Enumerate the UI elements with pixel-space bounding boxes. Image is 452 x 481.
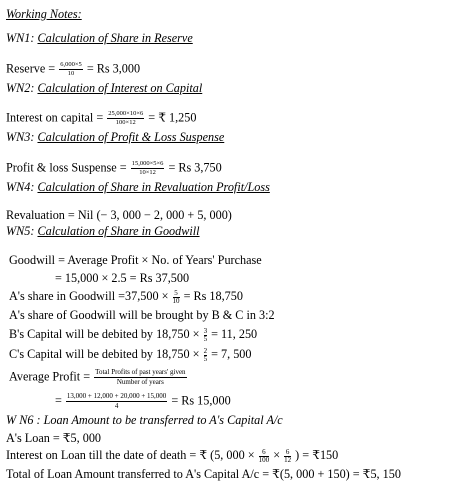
pl-lhs: Profit & loss Suspense = [6,160,127,175]
pl-numerator: 15,000×5×6 [131,160,164,167]
reserve-fraction [59,61,83,78]
a-share-rhs: = Rs 18,750 [183,289,243,303]
wn4-title: Calculation of Share in Revaluation Profit/Loss [37,180,270,194]
interest-numerator: 25,000×10×6 [108,110,144,117]
wn5-title: Calculation of Share in Goodwill [37,224,200,238]
average-profit-sum-fraction [66,392,167,411]
average-profit-lhs: Average Profit = [9,369,91,384]
wn6-label: W N6 : [6,413,41,427]
c-capital-rhs: = 7, 500 [211,347,252,361]
interest-rate-numerator: 6 [259,449,270,457]
b-capital-fraction [204,328,208,343]
interest-period-numerator: 6 [285,447,290,456]
wn2-label: WN2: [6,81,35,95]
b-capital-debit [9,327,257,343]
wn5-label: WN5: [6,224,35,238]
wn4-heading [6,180,270,194]
interest-on-loan-lhs: Interest on Loan till the date of death = ₹ (5, 000 × [6,448,255,462]
c-capital-debit [9,347,252,363]
wn4-label: WN4: [6,180,35,194]
interest-period-denominator: 12 [284,455,292,464]
interest-rhs: = ₹ 1,250 [148,110,197,125]
wn5-heading [6,224,200,238]
b-capital-numerator: 3 [203,326,208,335]
interest-period-fraction [284,449,291,464]
reserve-lhs: Reserve = [6,61,56,76]
goodwill-formula: Goodwill = Average Profit × No. of Years' Purchase [9,253,262,267]
wn6-title: Loan Amount to be transferred to A's Capital A/c [43,413,283,427]
wn1-heading [6,31,193,45]
pl-denominator: 10×12 [139,169,156,176]
pl-suspense-formula [6,160,222,177]
a-loan-line: A's Loan = ₹5, 000 [6,431,102,445]
b-capital-lhs: B's Capital will be debited by 18,750 × [9,327,200,341]
a-share-numerator: 5 [174,288,178,297]
wn3-heading [6,130,224,144]
wn1-title: Calculation of Share in Reserve [37,31,193,45]
c-capital-fraction [204,348,208,363]
interest-rate-denominator: 100 [258,455,270,464]
pl-rhs: = Rs 3,750 [168,160,222,175]
pl-fraction [131,160,165,177]
interest-lhs: Interest on capital = [6,110,104,125]
reserve-rhs: = Rs 3,000 [86,61,141,76]
a-share-fraction [173,290,180,305]
interest-times: × [273,448,281,462]
interest-fraction [107,110,144,127]
wn3-title: Calculation of Profit & Loss Suspense [37,130,225,144]
a-share-denominator: 10 [172,296,180,305]
average-profit-numerator: Total Profits of past years' given [95,368,186,376]
reserve-denominator: 10 [67,70,75,77]
average-profit-sum-denominator: 4 [114,402,119,410]
revaluation-line: Revaluation = Nil (− 3, 000 − 2, 000 + 5, 000) [6,208,232,222]
interest-on-loan-rhs: ) = ₹150 [295,448,339,462]
average-profit-fraction [94,368,186,387]
average-profit-eq: = [55,393,62,408]
a-share-goodwill [9,289,243,305]
reserve-numerator: 6,000×5 [60,61,82,68]
working-notes-heading: Working Notes: [6,7,82,21]
wn3-label: WN3: [6,130,35,144]
reserve-formula [6,61,140,78]
average-profit-formula [9,368,188,387]
a-share-lhs: A's share in Goodwill =37,500 × [9,289,169,303]
wn2-heading [6,81,202,95]
average-profit-rhs: = Rs 15,000 [171,393,231,408]
goodwill-value: = 15,000 × 2.5 = Rs 37,500 [55,271,190,285]
average-profit-calculation [55,392,231,411]
interest-denominator: 100×12 [115,119,136,126]
average-profit-denominator: Number of years [116,378,164,386]
wn1-label: WN1: [6,31,35,45]
b-capital-rhs: = 11, 250 [211,327,258,341]
interest-rate-fraction [259,449,270,464]
interest-formula [6,110,196,127]
average-profit-sum-numerator: 13,000 + 12,000 + 20,000 + 15,000 [66,392,167,400]
goodwill-brought-line: A's share of Goodwill will be brought by B & C in 3:2 [9,308,275,322]
c-capital-numerator: 2 [203,346,208,355]
b-capital-denominator: 5 [203,334,208,343]
c-capital-lhs: C's Capital will be debited by 18,750 × [9,347,200,361]
total-loan-transferred-line: Total of Loan Amount transferred to A's Capital A/c = ₹(5, 000 + 150) = ₹5, 150 [6,467,401,481]
wn2-title: Calculation of Interest on Capital [37,81,203,95]
interest-on-loan-line [6,448,338,464]
c-capital-denominator: 5 [203,354,208,363]
wn6-heading [6,413,283,427]
